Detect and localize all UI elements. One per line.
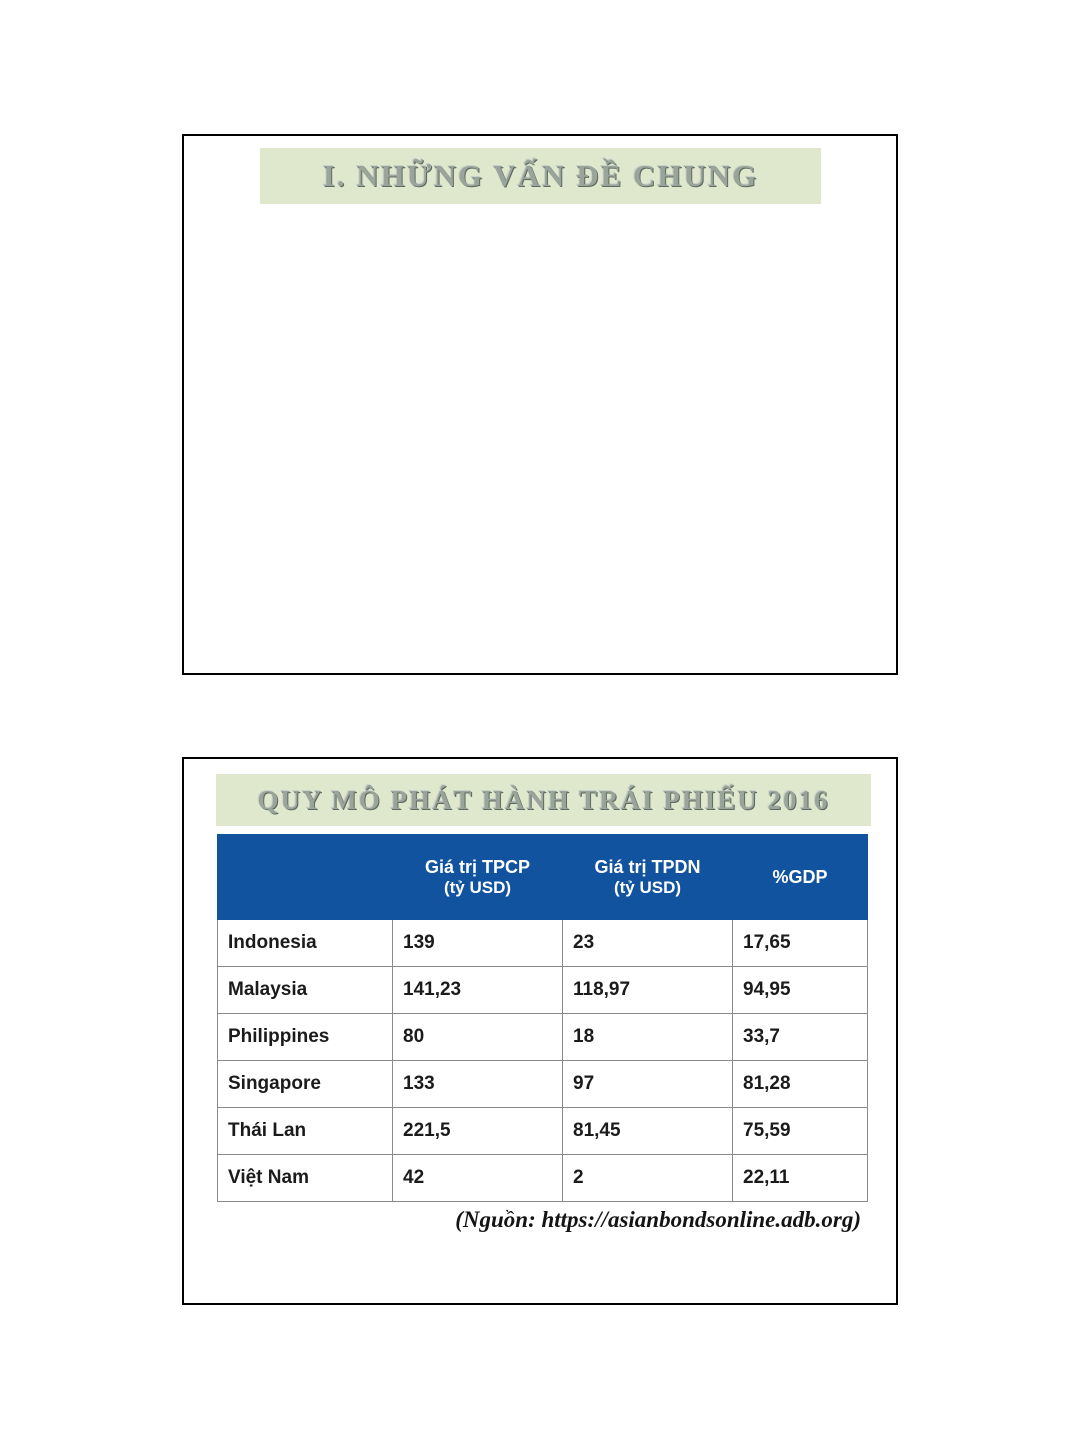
slide-1-title-banner [260, 148, 821, 204]
slide-2-title-banner [216, 774, 871, 826]
slide-2-title: QUY MÔ PHÁT HÀNH TRÁI PHIẾU 2016 [257, 784, 830, 815]
cell-tpdn: 81,45 [563, 1108, 733, 1155]
bond-table-wrapper [217, 834, 867, 1202]
table-header-row [218, 835, 868, 920]
table-body [218, 920, 868, 1202]
cell-country: Việt Nam [218, 1155, 393, 1202]
cell-tpcp: 139 [393, 920, 563, 967]
cell-country: Indonesia [218, 920, 393, 967]
cell-tpcp: 80 [393, 1014, 563, 1061]
table-header-tpcp-main: Giá trị TPCP [424, 856, 531, 877]
cell-country: Malaysia [218, 967, 393, 1014]
cell-tpdn: 97 [563, 1061, 733, 1108]
table-row [218, 1014, 868, 1061]
table-header-country [218, 835, 393, 920]
table-row [218, 1155, 868, 1202]
slide-1-title: I. NHỮNG VẤN ĐỀ CHUNG [322, 158, 759, 193]
table-header-tpcp-sub: (tỷ USD) [443, 877, 512, 897]
cell-gdp: 22,11 [733, 1155, 868, 1202]
slide-general-issues [182, 134, 898, 675]
table-header-tpcp [393, 835, 563, 920]
cell-tpcp: 141,23 [393, 967, 563, 1014]
table-header-tpdn-main: Giá trị TPDN [594, 856, 701, 877]
cell-gdp: 94,95 [733, 967, 868, 1014]
cell-gdp: 81,28 [733, 1061, 868, 1108]
table-row [218, 967, 868, 1014]
cell-country: Thái Lan [218, 1108, 393, 1155]
table-source-note: (Nguồn: https://asianbondsonline.adb.org) [455, 1207, 861, 1232]
bond-issuance-table [217, 834, 868, 1202]
cell-tpcp: 221,5 [393, 1108, 563, 1155]
cell-country: Singapore [218, 1061, 393, 1108]
table-row [218, 1061, 868, 1108]
cell-tpdn: 18 [563, 1014, 733, 1061]
slide-bond-issuance-2016 [182, 757, 898, 1305]
cell-tpdn: 2 [563, 1155, 733, 1202]
cell-tpdn: 118,97 [563, 967, 733, 1014]
table-header [218, 835, 868, 920]
table-header-gdp: %GDP [733, 835, 868, 920]
cell-gdp: 75,59 [733, 1108, 868, 1155]
cell-tpcp: 42 [393, 1155, 563, 1202]
cell-gdp: 33,7 [733, 1014, 868, 1061]
cell-tpdn: 23 [563, 920, 733, 967]
table-row [218, 1108, 868, 1155]
table-row [218, 920, 868, 967]
cell-gdp: 17,65 [733, 920, 868, 967]
cell-country: Philippines [218, 1014, 393, 1061]
table-header-tpdn-sub: (tỷ USD) [613, 877, 682, 897]
cell-tpcp: 133 [393, 1061, 563, 1108]
table-header-tpdn [563, 835, 733, 920]
